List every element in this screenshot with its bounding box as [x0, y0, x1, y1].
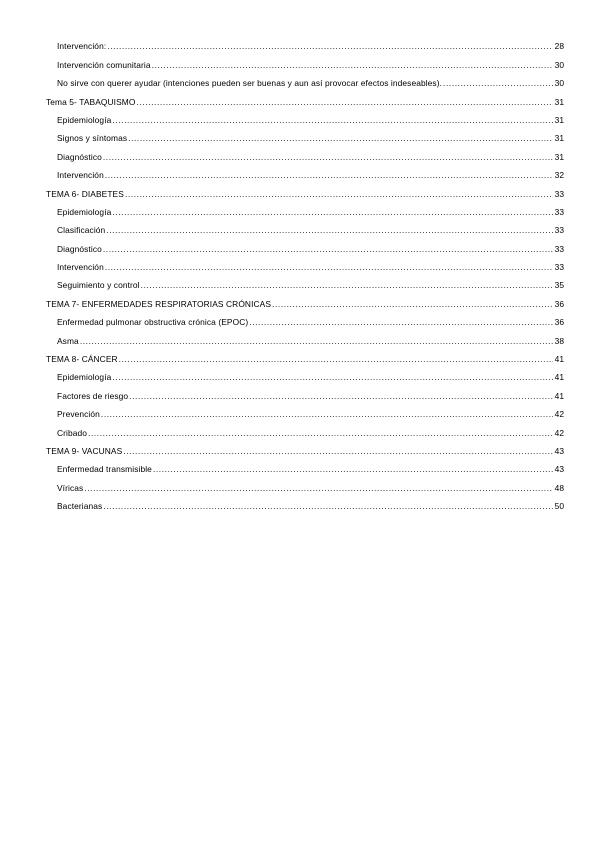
- toc-entry[interactable]: [46, 70, 564, 88]
- toc-entry-page: 30: [554, 78, 564, 89]
- toc-dot-leader: [103, 152, 553, 162]
- toc-dot-leader: [153, 464, 553, 474]
- toc-dot-leader: [112, 115, 553, 125]
- toc-dot-leader: [123, 446, 553, 456]
- toc-entry-page: 36: [554, 298, 564, 309]
- toc-entry-label: Factores de riesgo: [57, 390, 129, 401]
- toc-entry[interactable]: [46, 309, 564, 327]
- toc-dot-leader: [129, 391, 553, 401]
- toc-entry-label: TEMA 6- DIABETES: [46, 188, 124, 199]
- toc-entry[interactable]: [46, 382, 564, 400]
- toc-entry-label: TEMA 9- VACUNAS: [46, 445, 123, 456]
- toc-entry-label: Cribado: [57, 427, 88, 438]
- toc-chapter-entry[interactable]: [46, 88, 564, 106]
- toc-entry-page: 43: [554, 464, 564, 475]
- toc-entry[interactable]: [46, 419, 564, 437]
- toc-entry-page: 28: [554, 41, 564, 52]
- toc-dot-leader: [84, 483, 553, 493]
- toc-entry-page: 31: [554, 114, 564, 125]
- toc-dot-leader: [103, 501, 553, 511]
- toc-entry-label: Diagnóstico: [57, 243, 102, 254]
- toc-entry-label: Bacterianas: [57, 501, 103, 512]
- toc-entry[interactable]: [46, 327, 564, 345]
- toc-entry-label: Enfermedad transmisible: [57, 464, 152, 475]
- toc-dot-leader: [152, 60, 553, 70]
- toc-entry-page: 30: [554, 59, 564, 70]
- toc-dot-leader: [249, 317, 553, 327]
- toc-entry[interactable]: [46, 254, 564, 272]
- toc-entry-label: Intervención: [57, 170, 104, 181]
- toc-dot-leader: [106, 225, 553, 235]
- toc-dot-leader: [119, 354, 553, 364]
- toc-entry-label: Diagnóstico: [57, 151, 102, 162]
- toc-entry-label: Epidemiología: [57, 372, 112, 383]
- toc-entry-label: Clasificación: [57, 225, 106, 236]
- toc-entry-page: 35: [554, 280, 564, 291]
- toc-entry[interactable]: [46, 107, 564, 125]
- toc-entry-page: 48: [554, 482, 564, 493]
- toc-entry[interactable]: [46, 456, 564, 474]
- toc-entry[interactable]: [46, 51, 564, 69]
- toc-entry-page: 33: [554, 262, 564, 273]
- toc-dot-leader: [105, 262, 553, 272]
- toc-entry-page: 33: [554, 225, 564, 236]
- toc-entry[interactable]: [46, 474, 564, 492]
- toc-dot-leader: [112, 207, 553, 217]
- toc-entry-label: No sirve con querer ayudar (intenciones pueden ser buenas y aun así provocar efectos indeseables).: [57, 78, 443, 89]
- toc-dot-leader: [128, 133, 553, 143]
- toc-entry[interactable]: [46, 364, 564, 382]
- toc-chapter-entry[interactable]: [46, 290, 564, 308]
- toc-entry[interactable]: [46, 162, 564, 180]
- toc-entry-label: Prevención: [57, 409, 100, 420]
- toc-entry-page: 36: [554, 317, 564, 328]
- toc-dot-leader: [112, 372, 553, 382]
- toc-entry[interactable]: [46, 217, 564, 235]
- toc-chapter-entry[interactable]: [46, 346, 564, 364]
- toc-entry-page: 41: [554, 354, 564, 365]
- toc-entry-label: Intervención:: [57, 41, 107, 52]
- toc-entry-page: 33: [554, 188, 564, 199]
- toc-dot-leader: [105, 170, 553, 180]
- toc-entry-label: Epidemiología: [57, 114, 112, 125]
- toc-entry[interactable]: [46, 143, 564, 161]
- toc-entry-label: TEMA 8- CÁNCER: [46, 354, 118, 365]
- toc-entry[interactable]: [46, 401, 564, 419]
- toc-dot-leader: [125, 189, 553, 199]
- toc-entry-label: Enfermedad pulmonar obstructiva crónica (EPOC): [57, 317, 249, 328]
- toc-entry-label: Seguimiento y control: [57, 280, 140, 291]
- toc-entry-label: Epidemiología: [57, 206, 112, 217]
- toc-entry-page: 50: [554, 501, 564, 512]
- toc-dot-leader: [443, 78, 553, 88]
- toc-entry[interactable]: [46, 199, 564, 217]
- toc-entry-label: Tema 5- TABAQUISMO: [46, 96, 136, 107]
- toc-entry-page: 43: [554, 445, 564, 456]
- toc-entry-label: Asma: [57, 335, 79, 346]
- toc-dot-leader: [136, 97, 553, 107]
- toc-dot-leader: [107, 41, 553, 51]
- toc-dot-leader: [141, 280, 553, 290]
- table-of-contents: [46, 33, 564, 511]
- toc-dot-leader: [103, 244, 553, 254]
- toc-entry-label: Víricas: [57, 482, 84, 493]
- toc-entry-label: TEMA 7- ENFERMEDADES RESPIRATORIAS CRÓNICAS: [46, 298, 272, 309]
- toc-chapter-entry[interactable]: [46, 438, 564, 456]
- toc-dot-leader: [272, 299, 553, 309]
- toc-entry-page: 41: [554, 390, 564, 401]
- toc-entry[interactable]: [46, 235, 564, 253]
- toc-entry-page: 31: [554, 96, 564, 107]
- toc-entry-label: Signos y síntomas: [57, 133, 128, 144]
- toc-dot-leader: [80, 336, 553, 346]
- toc-dot-leader: [88, 428, 553, 438]
- toc-chapter-entry[interactable]: [46, 180, 564, 198]
- toc-entry-page: 31: [554, 133, 564, 144]
- toc-entry[interactable]: [46, 125, 564, 143]
- toc-entry-label: Intervención comunitaria: [57, 59, 151, 70]
- toc-entry-page: 38: [554, 335, 564, 346]
- toc-entry-page: 42: [554, 409, 564, 420]
- toc-entry-page: 32: [554, 170, 564, 181]
- toc-entry[interactable]: [46, 272, 564, 290]
- toc-entry[interactable]: [46, 33, 564, 51]
- toc-entry-page: 41: [554, 372, 564, 383]
- toc-entry-page: 33: [554, 243, 564, 254]
- toc-entry-label: Intervención: [57, 262, 104, 273]
- toc-entry-page: 31: [554, 151, 564, 162]
- toc-entry-page: 33: [554, 206, 564, 217]
- toc-dot-leader: [101, 409, 553, 419]
- toc-entry[interactable]: [46, 493, 564, 511]
- toc-entry-page: 42: [554, 427, 564, 438]
